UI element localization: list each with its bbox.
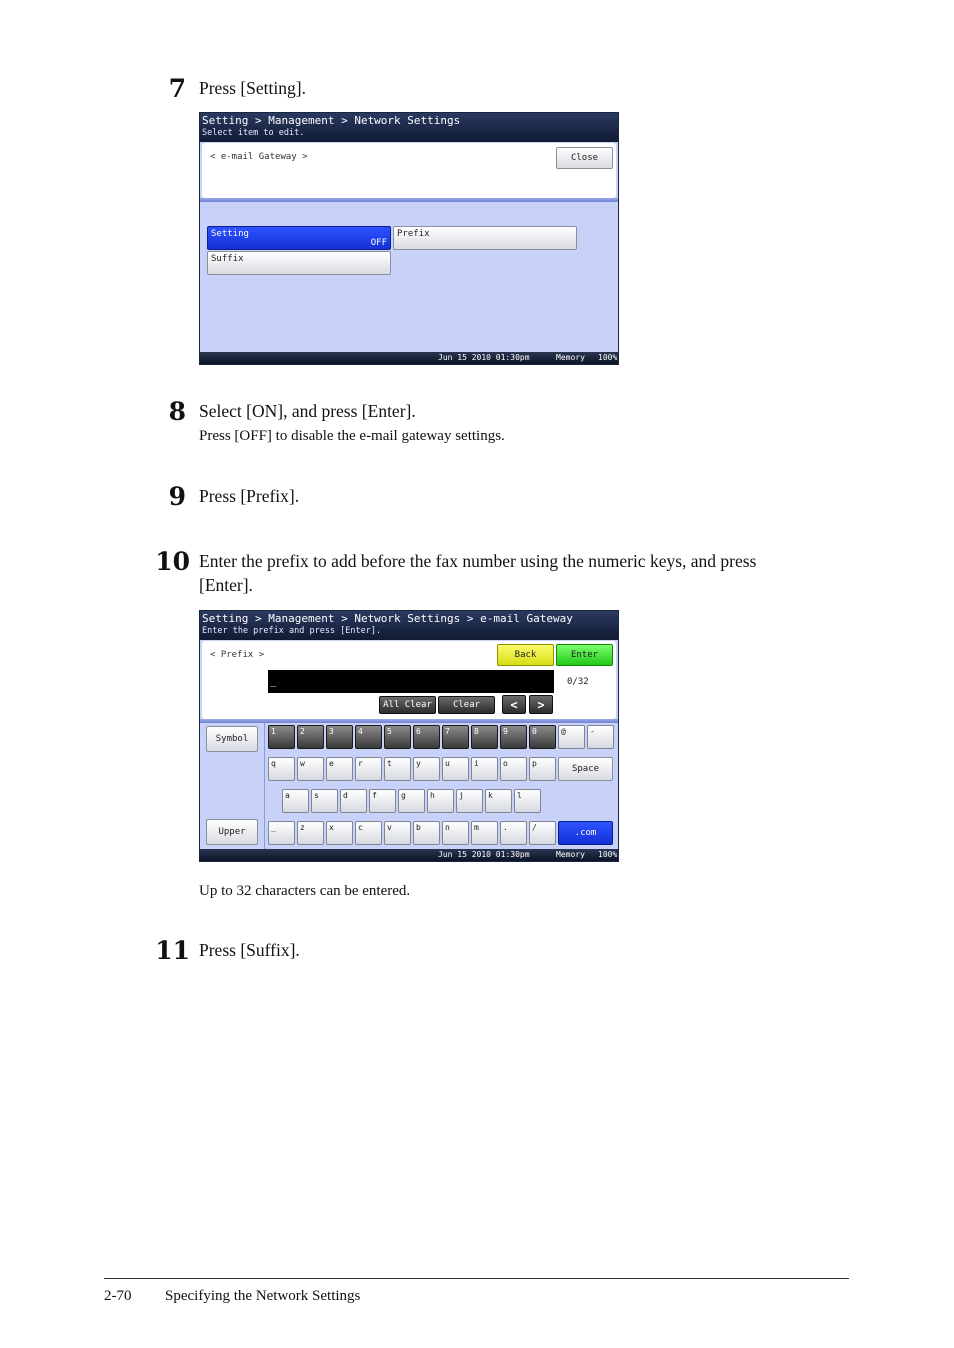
setting-value: OFF [370,238,387,248]
screen-subtitle: Enter the prefix and press [Enter]. [202,626,382,636]
key-7[interactable] [471,821,498,845]
key-8[interactable] [500,725,527,749]
key-3[interactable] [369,789,396,813]
key-label: c [358,823,363,832]
chevron-left-icon: < [510,697,518,712]
key-label: e [329,759,334,768]
key-8[interactable] [500,757,527,781]
key-label: 5 [387,727,392,736]
key-label: _ [271,823,276,832]
status-bar [200,352,618,364]
key-1[interactable] [297,757,324,781]
symbol-button[interactable] [206,726,258,752]
key-7[interactable] [471,725,498,749]
key-label: x [329,823,334,832]
key-5[interactable] [427,789,454,813]
cursor-left-button[interactable] [502,695,526,714]
key-label: - [590,727,595,736]
key-1[interactable] [311,789,338,813]
key-label: t [387,759,392,768]
setting-button-label: Setting [211,229,249,239]
key-label: p [532,759,537,768]
key-label: . [503,823,508,832]
upper-label: Upper [218,827,246,837]
key-4[interactable] [384,725,411,749]
close-button-label: Close [570,153,599,163]
key-9[interactable] [529,725,556,749]
key-0[interactable] [268,821,295,845]
enter-button[interactable] [556,644,613,666]
key-label: s [314,791,319,800]
key-1[interactable] [297,725,324,749]
key-label: r [358,759,363,768]
key-label: 8 [474,727,479,736]
page-number: 2-70 [104,1288,132,1304]
prefix-input[interactable] [268,670,554,693]
key-5[interactable] [413,821,440,845]
suffix-button[interactable] [207,251,391,275]
keyboard-divider [264,723,265,849]
step-9-text: Press [Prefix]. [199,486,300,506]
key-7[interactable] [471,757,498,781]
step-7-text: Press [Setting]. [199,78,306,98]
key-label: 4 [358,727,363,736]
step-8-note: Press [OFF] to disable the e-mail gateway settings. [199,428,505,444]
key-label: w [300,759,305,768]
key-0[interactable] [282,789,309,813]
key-label: n [445,823,450,832]
screen-header [200,611,618,640]
all-clear-button[interactable] [379,696,436,714]
step-11-text: Press [Suffix]. [199,940,300,960]
key-0[interactable] [268,725,295,749]
key-2[interactable] [326,725,353,749]
key-label: l [517,791,522,800]
key-5[interactable] [413,757,440,781]
status-memory: Memory [556,353,585,362]
key-2[interactable] [340,789,367,813]
back-button[interactable] [497,644,554,666]
key-5[interactable] [413,725,440,749]
key-label: v [387,823,392,832]
dot-com-label: .com [574,828,597,838]
upper-button[interactable] [206,819,258,845]
key-0[interactable] [268,757,295,781]
clear-label: Clear [452,700,481,710]
key-label: o [503,759,508,768]
status-percent: 100% [598,850,618,859]
key-8[interactable] [500,821,527,845]
key-label: 6 [416,727,421,736]
key-label: b [416,823,421,832]
key-1[interactable] [297,821,324,845]
key-6[interactable] [442,757,469,781]
key-8[interactable] [514,789,541,813]
char-counter: 0/32 [567,677,589,687]
key-9[interactable] [529,821,556,845]
key-3[interactable] [355,821,382,845]
status-date: Jun 15 2010 01:30pm [438,353,530,362]
key-label: 7 [445,727,450,736]
key-7[interactable] [485,789,512,813]
key-4[interactable] [384,757,411,781]
screen-top-panel [202,641,616,719]
footer-rule [104,1278,849,1279]
key-6[interactable] [456,789,483,813]
key-label: 1 [271,727,276,736]
status-memory: Memory [556,850,585,859]
symbol-label: Symbol [215,734,249,744]
key-1[interactable] [587,725,614,749]
section-label: < e-mail Gateway > [210,152,308,162]
prefix-entry-screen [199,610,619,862]
key-label: g [401,791,406,800]
prefix-button[interactable] [393,226,577,250]
suffix-button-label: Suffix [211,254,244,264]
step-number-8: 8 [168,397,186,426]
key-4[interactable] [384,821,411,845]
clear-button[interactable] [438,696,495,714]
screen-title: Setting > Management > Network Settings [202,114,461,127]
status-bar [200,849,618,861]
key-label: q [271,759,276,768]
key-label: k [488,791,493,800]
key-2[interactable] [326,757,353,781]
key-label: m [474,823,479,832]
cursor-right-button[interactable] [529,695,553,714]
separator [200,198,618,202]
key-label: 9 [503,727,508,736]
screen-subtitle: Select item to edit. [202,128,305,138]
key-label: i [474,759,479,768]
screen-header [200,113,618,142]
key-6[interactable] [442,725,469,749]
key-3[interactable] [355,725,382,749]
input-value: _ [270,674,277,687]
all-clear-label: All Clear [383,700,432,710]
status-percent: 100% [598,353,618,362]
step-number-11: 11 [155,936,190,965]
key-label: / [532,823,537,832]
key-label: @ [561,727,566,736]
key-9[interactable] [529,757,556,781]
key-label: 3 [329,727,334,736]
key-0[interactable] [558,725,585,749]
key-label: d [343,791,348,800]
screen-top-panel [202,143,616,198]
key-label: u [445,759,450,768]
space-key[interactable] [558,757,613,781]
key-label: f [372,791,377,800]
settings-screen [199,112,619,365]
key-2[interactable] [326,821,353,845]
key-label: j [459,791,464,800]
key-label: z [300,823,305,832]
key-label: y [416,759,421,768]
screen-title: Setting > Management > Network Settings > e-mail Gateway [202,612,573,625]
setting-button[interactable] [207,226,391,250]
section-label: < Prefix > [210,650,265,660]
footer-section-title: Specifying the Network Settings [165,1288,361,1304]
back-button-label: Back [514,650,537,660]
dot-com-key[interactable] [558,821,613,845]
key-label: h [430,791,435,800]
separator [200,719,618,723]
key-6[interactable] [442,821,469,845]
step-8-text: Select [ON], and press [Enter]. [199,401,416,421]
enter-button-label: Enter [570,650,599,660]
step-10-note: Up to 32 characters can be entered. [199,883,411,899]
key-3[interactable] [355,757,382,781]
status-date: Jun 15 2010 01:30pm [438,850,530,859]
step-10-text-line1: Enter the prefix to add before the fax number using the numeric keys, and press [199,551,757,571]
chevron-right-icon: > [537,697,545,712]
step-number-9: 9 [168,482,186,511]
step-10-text-line2: [Enter]. [199,575,253,595]
prefix-button-label: Prefix [397,229,430,239]
key-4[interactable] [398,789,425,813]
key-label: a [285,791,290,800]
close-button[interactable] [556,147,613,169]
step-number-10: 10 [155,547,190,576]
space-label: Space [571,764,600,774]
step-number-7: 7 [168,74,186,103]
key-label: 0 [532,727,537,736]
key-label: 2 [300,727,305,736]
